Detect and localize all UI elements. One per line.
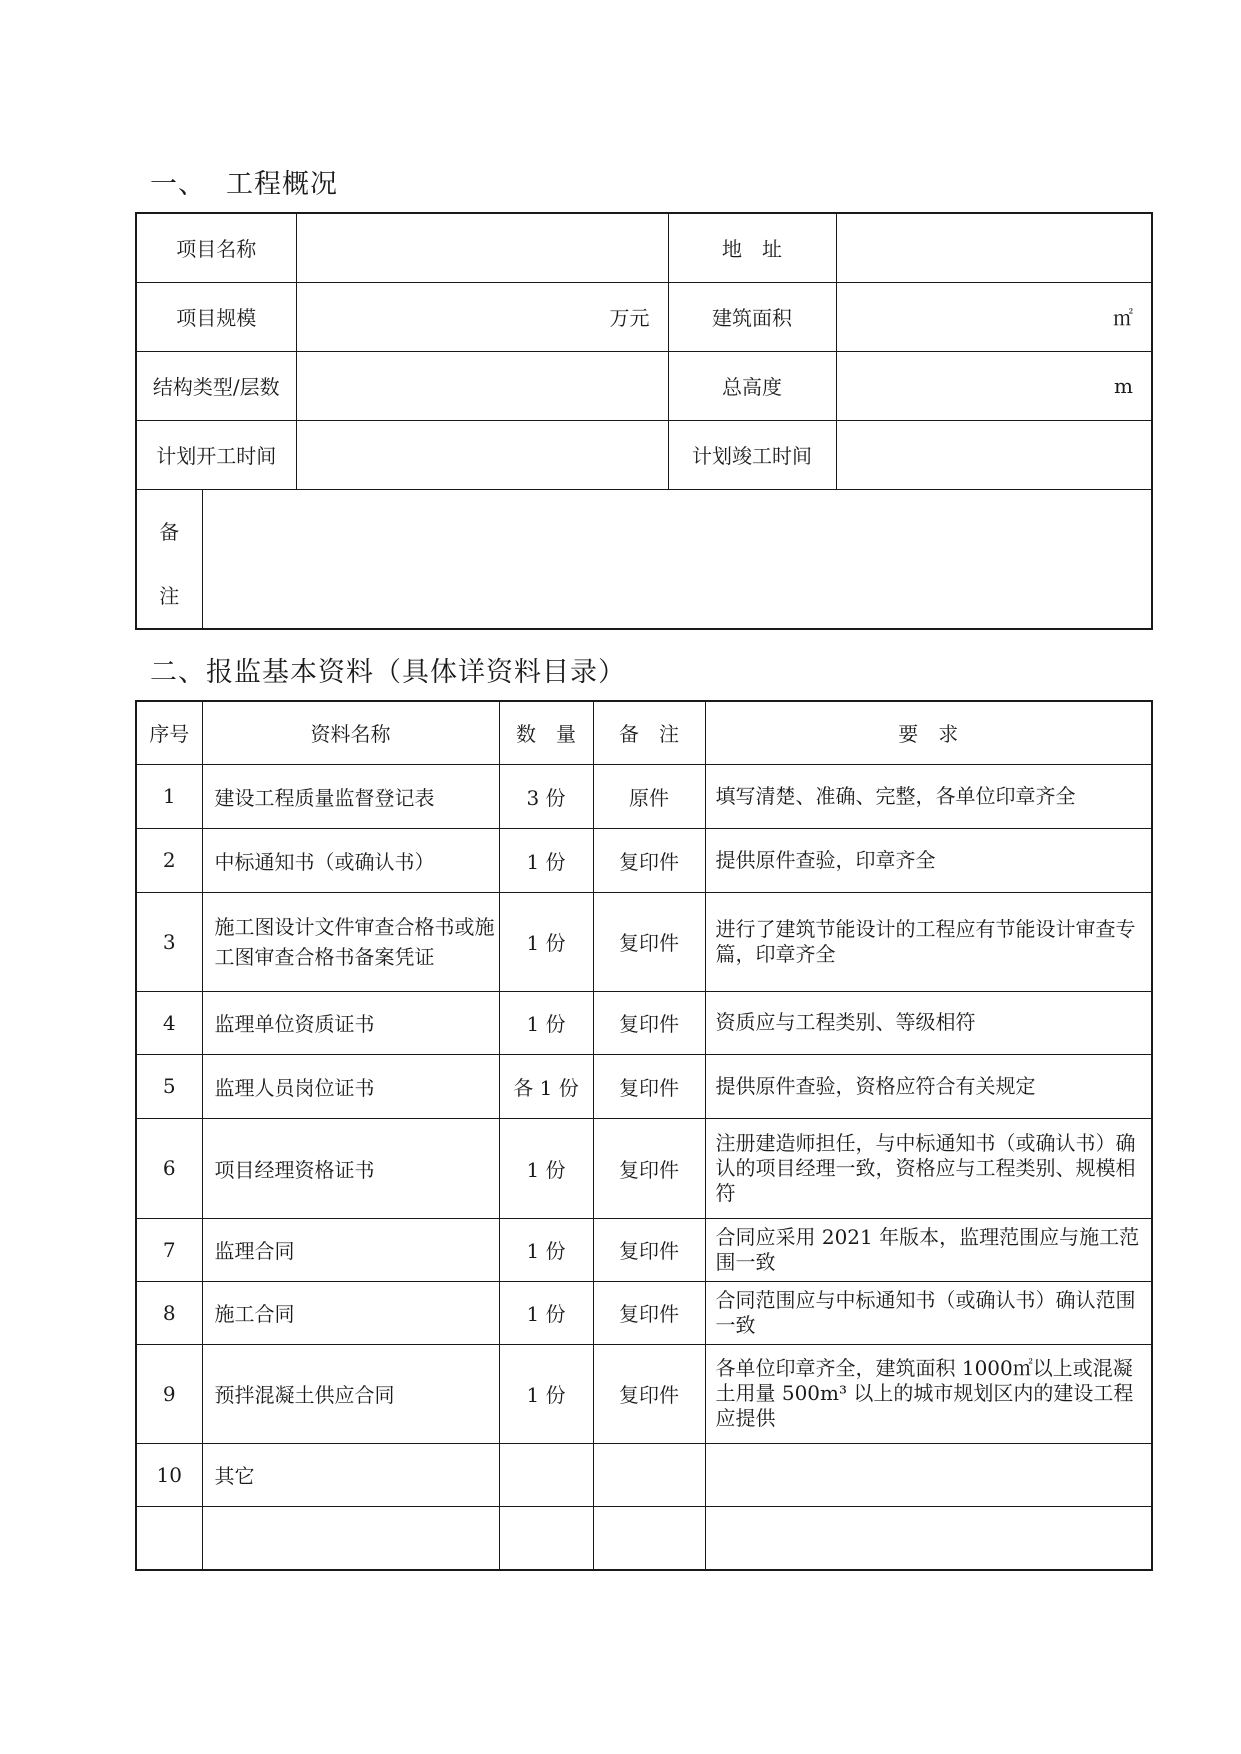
document-name: 预拌混凝土供应合同: [202, 1344, 499, 1443]
label-address: 地 址: [668, 213, 836, 282]
document-quantity: 1 份: [499, 828, 593, 892]
table-row: [136, 892, 1152, 991]
row-number: 5: [136, 1054, 202, 1118]
row-number: 4: [136, 991, 202, 1054]
project-name-field[interactable]: [296, 213, 668, 282]
document-quantity: 1 份: [499, 991, 593, 1054]
label-structure-floors: 结构类型/层数: [136, 351, 296, 420]
overview-row: [136, 282, 1152, 351]
document-note: [593, 1506, 705, 1570]
document-requirement: 资质应与工程类别、等级相符: [705, 991, 1152, 1054]
header-quantity: 数 量: [499, 701, 593, 764]
document-note: 原件: [593, 764, 705, 828]
row-number: [136, 1506, 202, 1570]
document-name: 监理单位资质证书: [202, 991, 499, 1054]
overview-row: [136, 420, 1152, 489]
structure-floors-field[interactable]: [296, 351, 668, 420]
document-quantity: 1 份: [499, 1118, 593, 1218]
overview-row: [136, 351, 1152, 420]
document-name: 施工图设计文件审查合格书或施工图审查合格书备案凭证: [202, 892, 499, 991]
document-requirement: 提供原件查验，印章齐全: [705, 828, 1152, 892]
project-scale-field[interactable]: 万元: [296, 282, 668, 351]
document-note: 复印件: [593, 1344, 705, 1443]
table-header-row: [136, 701, 1152, 764]
document-note: [593, 1443, 705, 1506]
document-name: 其它: [202, 1443, 499, 1506]
document-name: 施工合同: [202, 1281, 499, 1344]
document-quantity: 1 份: [499, 1218, 593, 1281]
document-note: 复印件: [593, 828, 705, 892]
label-total-height: 总高度: [668, 351, 836, 420]
header-requirement: 要 求: [705, 701, 1152, 764]
document-quantity: 1 份: [499, 1281, 593, 1344]
table-row: [136, 1118, 1152, 1218]
document-quantity: 3 份: [499, 764, 593, 828]
row-number: 2: [136, 828, 202, 892]
document-quantity: [499, 1443, 593, 1506]
document-note: 复印件: [593, 991, 705, 1054]
document-requirement: 合同范围应与中标通知书（或确认书）确认范围一致: [705, 1281, 1152, 1344]
header-name: 资料名称: [202, 701, 499, 764]
document-quantity: 1 份: [499, 892, 593, 991]
label-project-scale: 项目规模: [136, 282, 296, 351]
table-row: [136, 764, 1152, 828]
document-name: 建设工程质量监督登记表: [202, 764, 499, 828]
remarks-field[interactable]: [202, 489, 1152, 629]
row-number: 6: [136, 1118, 202, 1218]
document-quantity: 1 份: [499, 1344, 593, 1443]
document-name: 中标通知书（或确认书）: [202, 828, 499, 892]
document-requirement: 注册建造师担任，与中标通知书（或确认书）确认的项目经理一致，资格应与工程类别、规模相符: [705, 1118, 1152, 1218]
document-requirement: 合同应采用 2021 年版本，监理范围应与施工范围一致: [705, 1218, 1152, 1281]
planned-completion-field[interactable]: [836, 420, 1152, 489]
table-row: [136, 1054, 1152, 1118]
planned-start-field[interactable]: [296, 420, 668, 489]
document-name: 监理合同: [202, 1218, 499, 1281]
documents-table: [135, 700, 1153, 1571]
document-name: 监理人员岗位证书: [202, 1054, 499, 1118]
document-name: [202, 1506, 499, 1570]
remarks-label-1: 备: [159, 519, 180, 544]
overview-row: [136, 213, 1152, 282]
document-requirement: [705, 1443, 1152, 1506]
header-note: 备 注: [593, 701, 705, 764]
total-height-field[interactable]: m: [836, 351, 1152, 420]
document-requirement: 各单位印章齐全，建筑面积 1000㎡以上或混凝土用量 500m³ 以上的城市规划区内的建设工程应提供: [705, 1344, 1152, 1443]
table-row: [136, 991, 1152, 1054]
building-area-field[interactable]: ㎡: [836, 282, 1152, 351]
document-note: 复印件: [593, 1281, 705, 1344]
document-requirement: 提供原件查验，资格应符合有关规定: [705, 1054, 1152, 1118]
label-building-area: 建筑面积: [668, 282, 836, 351]
document-note: 复印件: [593, 892, 705, 991]
row-number: 7: [136, 1218, 202, 1281]
section1-number: 一、: [150, 169, 206, 200]
address-field[interactable]: [836, 213, 1152, 282]
row-number: 3: [136, 892, 202, 991]
document-quantity: 各 1 份: [499, 1054, 593, 1118]
label-planned-start: 计划开工时间: [136, 420, 296, 489]
section1-title: 工程概况: [226, 169, 338, 200]
section2-title: 二、报监基本资料（具体详资料目录）: [150, 657, 626, 688]
document-requirement: 填写清楚、准确、完整，各单位印章齐全: [705, 764, 1152, 828]
label-project-name: 项目名称: [136, 213, 296, 282]
document-note: 复印件: [593, 1118, 705, 1218]
remarks-row: [136, 489, 1152, 629]
table-row: [136, 1506, 1152, 1570]
remarks-label-2: 注: [159, 583, 180, 608]
header-no: 序号: [136, 701, 202, 764]
document-name: 项目经理资格证书: [202, 1118, 499, 1218]
label-planned-completion: 计划竣工时间: [668, 420, 836, 489]
table-row: [136, 1218, 1152, 1281]
row-number: 10: [136, 1443, 202, 1506]
row-number: 8: [136, 1281, 202, 1344]
table-row: [136, 828, 1152, 892]
document-note: 复印件: [593, 1218, 705, 1281]
remarks-label: [136, 489, 202, 629]
document-requirement: [705, 1506, 1152, 1570]
table-row: [136, 1281, 1152, 1344]
row-number: 1: [136, 764, 202, 828]
row-number: 9: [136, 1344, 202, 1443]
document-note: 复印件: [593, 1054, 705, 1118]
document-quantity: [499, 1506, 593, 1570]
project-overview-table: [135, 212, 1153, 630]
document-requirement: 进行了建筑节能设计的工程应有节能设计审查专篇，印章齐全: [705, 892, 1152, 991]
table-row: [136, 1443, 1152, 1506]
table-row: [136, 1344, 1152, 1443]
section1-heading: [150, 162, 338, 201]
